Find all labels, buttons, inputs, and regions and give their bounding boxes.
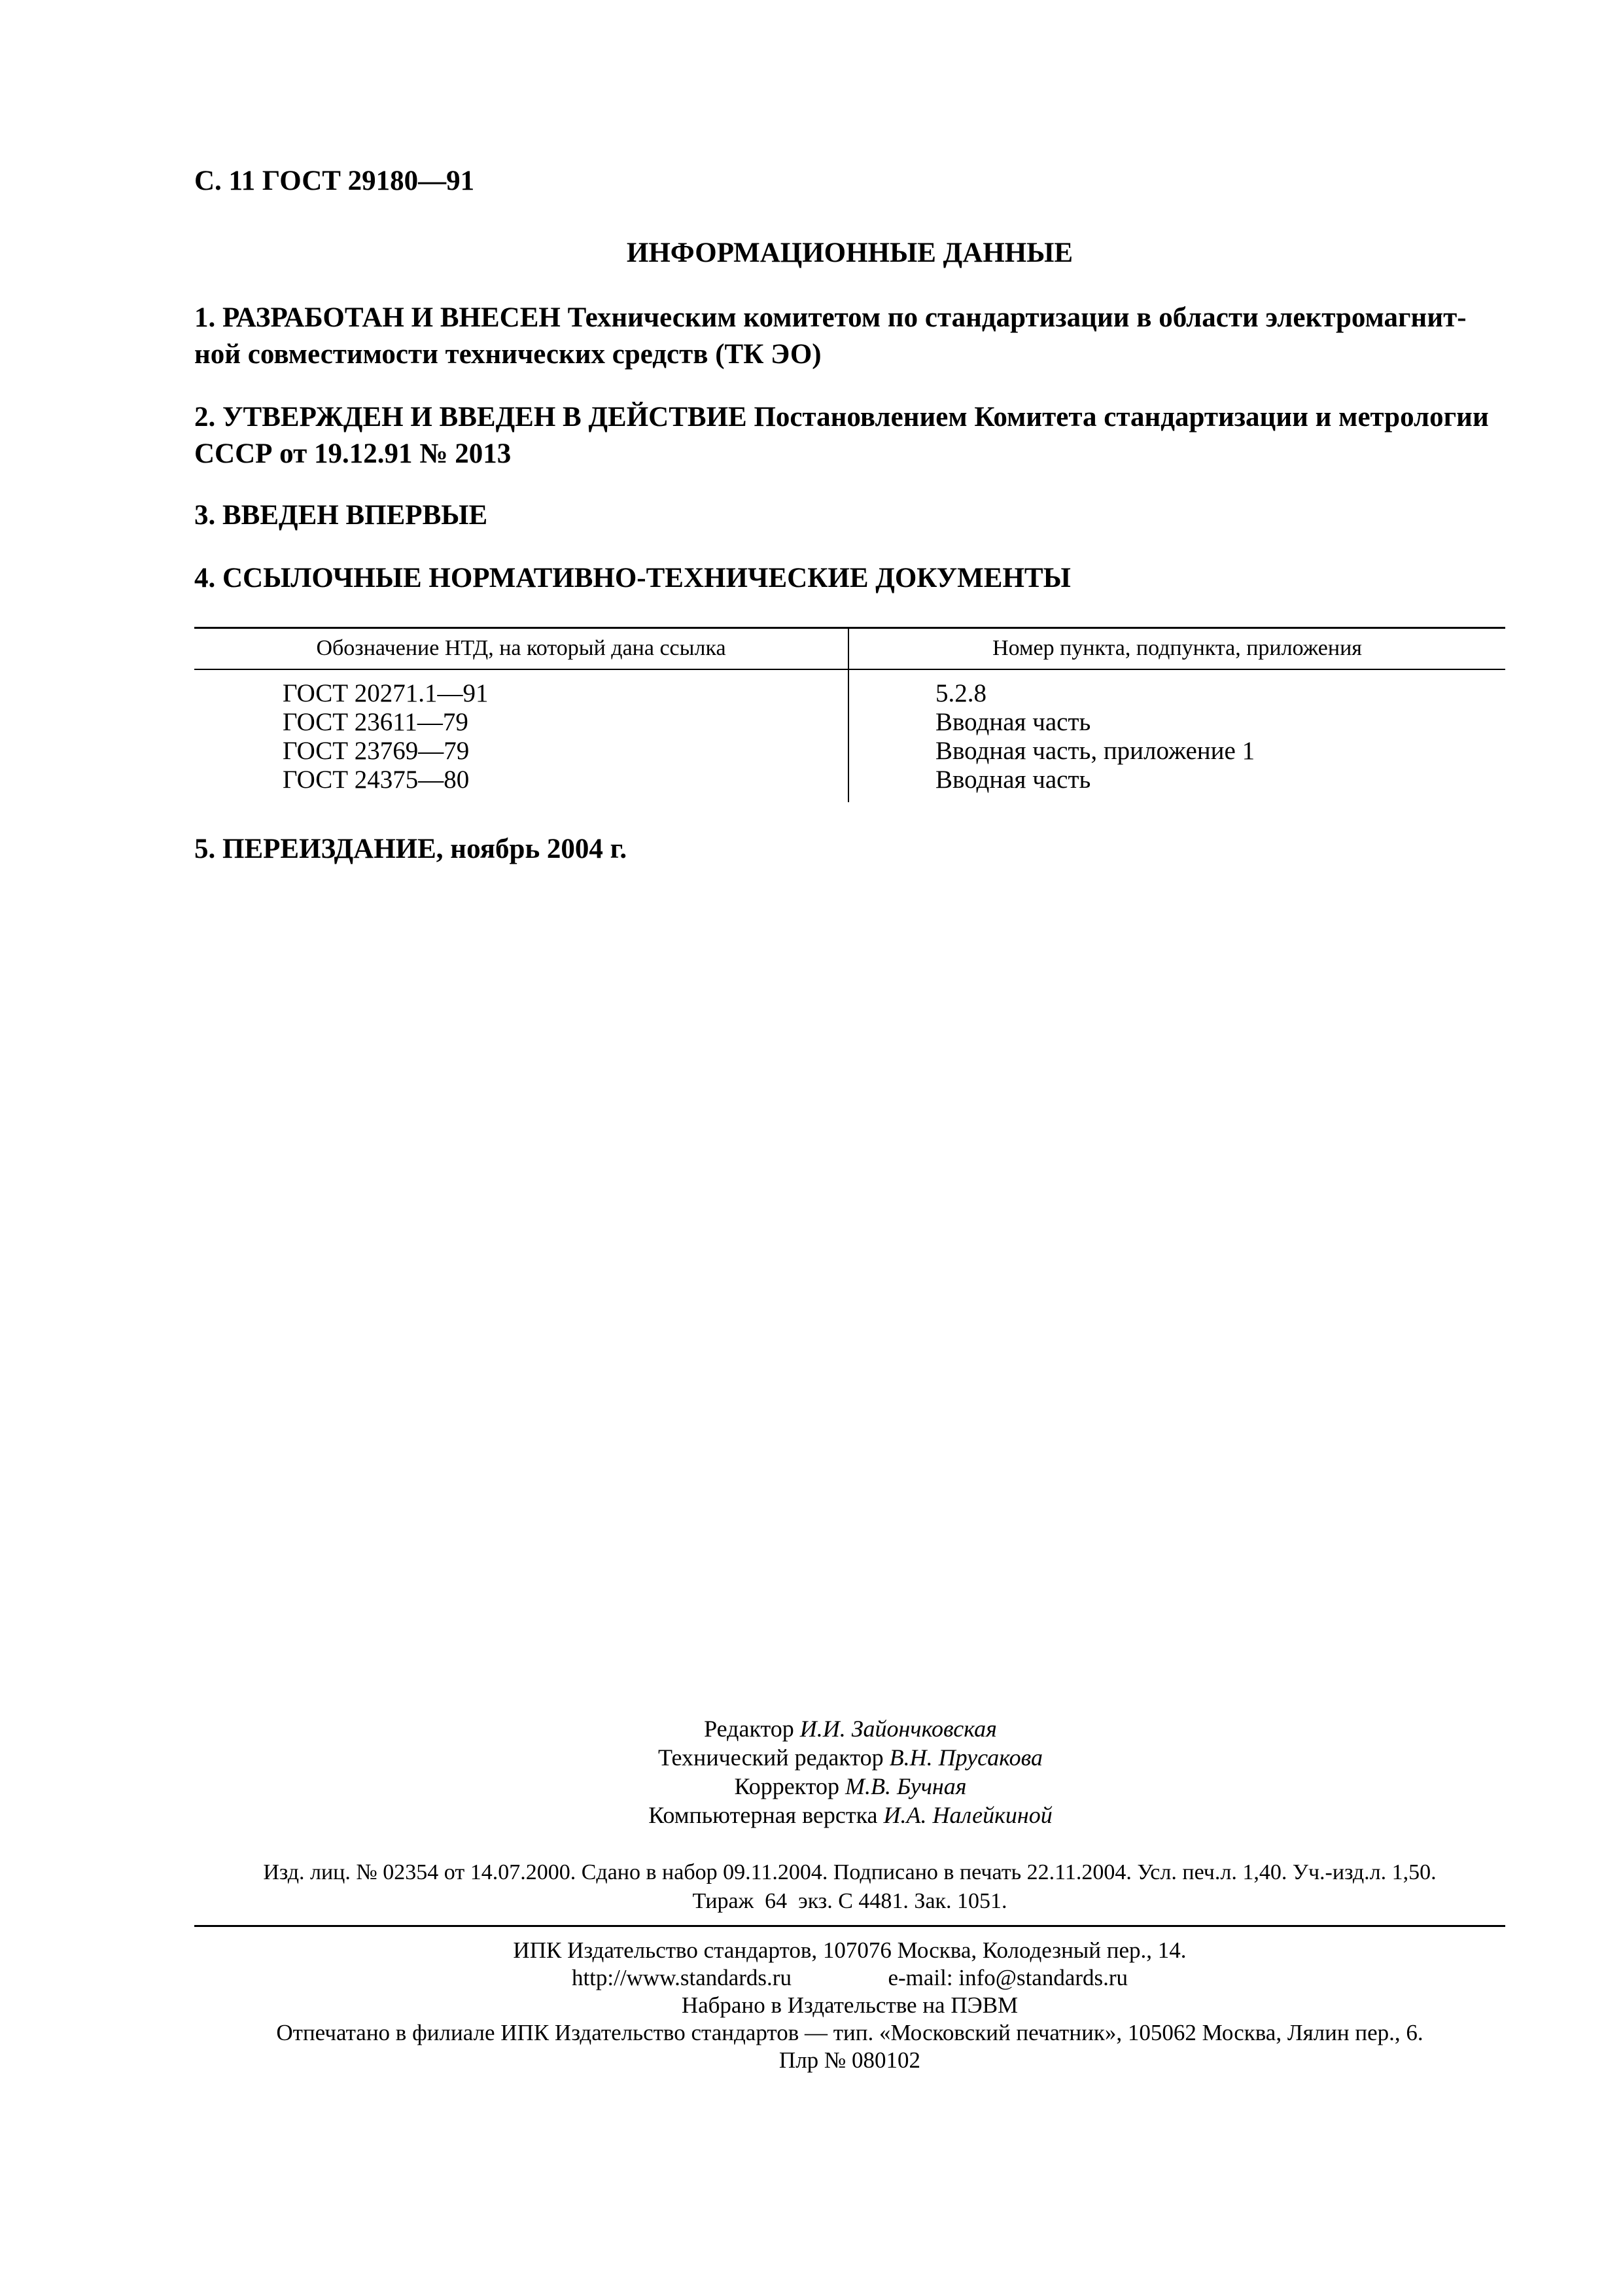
table-cell-clause: Вводная часть, приложение 1 — [935, 737, 1255, 765]
item-reissue: 5. ПЕРЕИЗДАНИЕ, ноябрь 2004 г. — [194, 834, 627, 864]
table-header-clause: Номер пункта, подпункта, приложения — [992, 636, 1362, 660]
table-header-rule — [194, 669, 1505, 670]
publisher-printed: Отпечатано в филиале ИПК Издательство стандартов — тип. «Московский печатник», 105062 Москва, Лялин пер., 6. — [276, 2020, 1423, 2045]
publisher-website: http://www.standards.ru — [571, 1965, 792, 1990]
publisher-address: ИПК Издательство стандартов, 107076 Москва, Колодезный пер., 14. — [513, 1937, 1187, 1963]
table-cell-designation: ГОСТ 20271.1—91 — [283, 679, 489, 707]
table-cell-clause: Вводная часть — [935, 766, 1091, 794]
credit-name: В.Н. Прусакова — [889, 1744, 1043, 1771]
item-developed-by: 1. РАЗРАБОТАН И ВНЕСЕН Техническим комитетом по стандартизации в области электромагнит-ной совместимости технических средств (ТК ЭО) — [194, 302, 1467, 370]
credit-role: Корректор — [734, 1773, 839, 1799]
table-cell-designation: ГОСТ 24375—80 — [283, 766, 470, 794]
table-cell-clause: 5.2.8 — [935, 679, 986, 707]
table-cell-designation: ГОСТ 23769—79 — [283, 737, 470, 765]
credit-technical-editor — [497, 1743, 1204, 1772]
credit-name: И.А. Налейкиной — [883, 1802, 1053, 1828]
section-title: ИНФОРМАЦИОННЫЕ ДАННЫЕ — [626, 238, 1073, 268]
publisher-contacts — [194, 1964, 1505, 1992]
publisher-email: e-mail: info@standards.ru — [888, 1965, 1128, 1990]
credit-editor — [497, 1714, 1204, 1743]
credit-corrector — [497, 1772, 1204, 1801]
table-top-rule — [194, 627, 1505, 629]
imprint-print-run: Тираж 64 экз. С 4481. Зак. 1051. — [692, 1889, 1007, 1913]
table-cell-clause: Вводная часть — [935, 708, 1091, 736]
credit-name: И.И. Зайончковская — [799, 1716, 997, 1742]
item-reference-documents: 4. ССЫЛОЧНЫЕ НОРМАТИВНО-ТЕХНИЧЕСКИЕ ДОКУМЕНТЫ — [194, 563, 1071, 593]
item-approved: 2. УТВЕРЖДЕН И ВВЕДЕН В ДЕЙСТВИЕ Постановлением Комитета стандартизации и метрологии СССР от 19.12.91 № 2013 — [194, 402, 1489, 469]
credit-role: Редактор — [704, 1716, 794, 1742]
credit-name: М.В. Бучная — [845, 1773, 967, 1799]
table-cell-designation: ГОСТ 23611—79 — [283, 708, 468, 736]
table-header-designation: Обозначение НТД, на который дана ссылка — [316, 636, 726, 660]
credit-role: Компьютерная верстка — [648, 1802, 878, 1828]
publisher-license: Плр № 080102 — [778, 2047, 921, 2073]
item-introduced-first: 3. ВВЕДЕН ВПЕРВЫЕ — [194, 500, 488, 531]
page-header: С. 11 ГОСТ 29180—91 — [194, 166, 475, 196]
imprint-divider — [194, 1925, 1505, 1927]
publisher-typeset: Набрано в Издательстве на ПЭВМ — [681, 1992, 1019, 2018]
credit-layout — [497, 1801, 1204, 1829]
imprint-line: Изд. лиц. № 02354 от 14.07.2000. Сдано в набор 09.11.2004. Подписано в печать 22.11.2004. Усл. печ.л. 1,40. Уч.-изд.л. 1,50. — [263, 1860, 1437, 1884]
credit-role: Технический редактор — [657, 1744, 884, 1771]
